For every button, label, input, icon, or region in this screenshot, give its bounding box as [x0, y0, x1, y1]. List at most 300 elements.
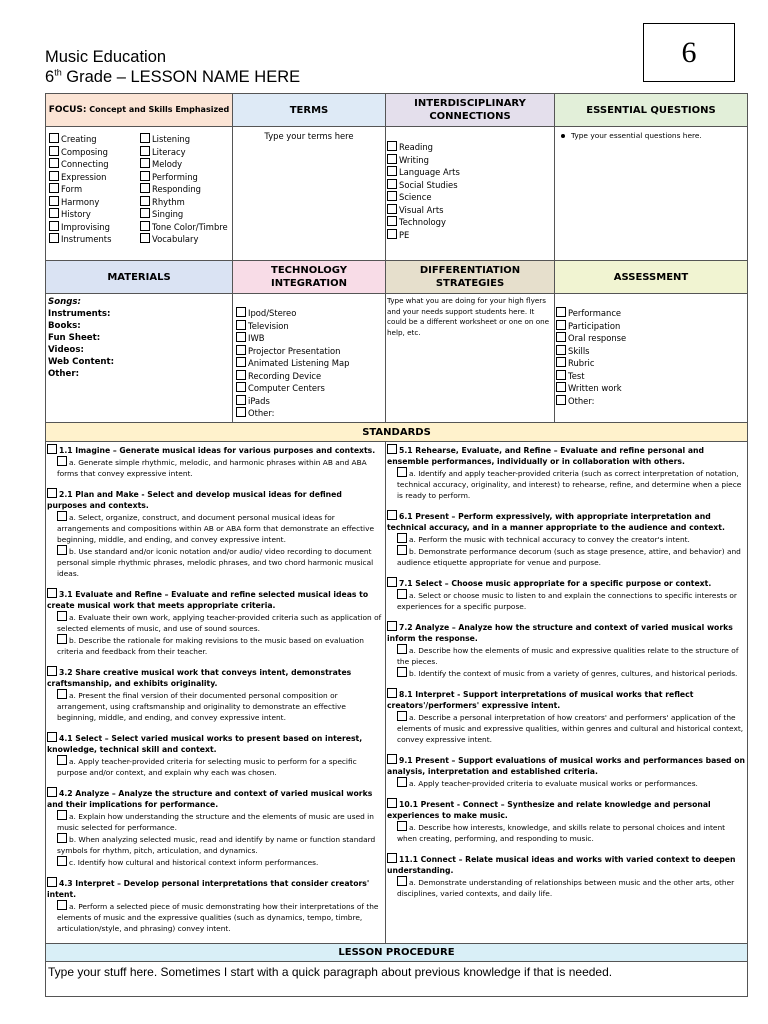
standard-title — [47, 787, 383, 810]
technology-item[interactable] — [236, 407, 383, 420]
focus-label: Creating — [61, 134, 97, 144]
checkbox[interactable] — [556, 332, 566, 342]
standard-block — [47, 877, 383, 934]
standard-block — [47, 444, 383, 479]
focus-cell — [46, 127, 233, 261]
assessment-label: Performance — [568, 308, 622, 318]
technology-label: IWB — [248, 333, 265, 343]
checkbox[interactable] — [387, 798, 397, 808]
focus-item[interactable] — [140, 221, 230, 234]
standard-block — [47, 588, 383, 657]
standard-block — [387, 798, 745, 844]
standard-block — [387, 577, 745, 612]
focus-label: Improvising — [61, 221, 110, 232]
checkbox[interactable] — [47, 787, 57, 797]
checkbox[interactable] — [47, 666, 57, 676]
grade-box: 6 — [643, 23, 735, 82]
standards-header: STANDARDS — [46, 423, 748, 442]
materials-label: Songs: — [48, 297, 81, 307]
checkbox[interactable] — [47, 444, 57, 454]
checkbox[interactable] — [556, 382, 566, 392]
standard-sub-item — [47, 856, 383, 868]
checkbox[interactable] — [49, 196, 59, 206]
standard-sub-item — [47, 689, 383, 723]
standard-sub-item — [47, 900, 383, 934]
materials-label: Videos: — [48, 345, 84, 355]
standard-title — [387, 444, 745, 467]
standard-title-text: 11.1 Connect – Relate musical ideas and works with varied context to deepen understanding. — [387, 855, 736, 875]
checkbox[interactable] — [387, 853, 397, 863]
interdisciplinary-label: Technology — [399, 217, 446, 227]
standard-sub-text: a. Describe how interests, knowledge, and skills relate to personal choices and intent when creating, performing, and responding to music. — [397, 823, 726, 843]
standard-sub-text: a. Perform the music with technical accuracy to convey the creator's intent. — [409, 535, 690, 544]
checkbox[interactable] — [49, 146, 59, 156]
checkbox[interactable] — [57, 456, 67, 466]
standards-left-cell — [46, 442, 386, 944]
grade-number: 6 — [45, 68, 55, 86]
checkbox[interactable] — [236, 357, 246, 367]
essential-questions-placeholder[interactable]: Type your essential questions here. — [571, 131, 702, 140]
standard-sub-text: a. Select, organize, construct, and document personal musical ideas for arrangements and compositions within AB or ABA form that demonstrate an effective beginning, middle, and ending, and convey expressive intent. — [57, 513, 375, 544]
standard-title — [387, 853, 745, 876]
checkbox[interactable] — [556, 370, 566, 380]
checkbox[interactable] — [556, 357, 566, 367]
interdisciplinary-item[interactable] — [387, 191, 553, 204]
standard-title — [387, 798, 745, 821]
technology-item[interactable] — [236, 370, 383, 383]
checkbox[interactable] — [397, 876, 407, 886]
technology-item[interactable] — [236, 395, 383, 408]
standard-sub-item — [47, 511, 383, 545]
focus-item[interactable] — [140, 171, 230, 184]
assessment-label: Test — [568, 370, 585, 381]
standard-title-text: 3.2 Share creative musical work that conveys intent, demonstrates craftsmanship, and exhibits originality. — [47, 668, 352, 688]
standard-title — [47, 488, 383, 511]
interdisciplinary-label: Visual Arts — [399, 204, 444, 215]
standard-sub-text: a. Describe how the elements of music and expressive qualities relate to the structure of the pieces. — [397, 646, 739, 666]
terms-placeholder[interactable]: Type your terms here — [264, 131, 354, 141]
materials-list — [48, 296, 230, 380]
assessment-label: Written work — [568, 383, 622, 393]
checkbox[interactable] — [387, 444, 397, 454]
focus-label: Connecting — [61, 159, 109, 169]
checkbox[interactable] — [49, 208, 59, 218]
checkbox[interactable] — [57, 511, 67, 521]
standard-title-text: 10.1 Present - Connect – Synthesize and relate knowledge and personal experiences to make music. — [387, 800, 711, 820]
interdisciplinary-item[interactable] — [387, 154, 553, 167]
standard-sub-text: b. When analyzing selected music, read and identify by name or function standard symbols for rhythm, pitch, articulation, and dynamics. — [57, 835, 376, 855]
interdisciplinary-item[interactable] — [387, 229, 553, 242]
checkbox[interactable] — [236, 370, 246, 380]
assessment-item[interactable] — [556, 345, 746, 358]
standard-sub-text: a. Present the final version of their documented personal composition or arrangement, using craftsmanship and originality to demonstrate an effective beginning, middle, and ending, and convey expressive intent. — [57, 691, 346, 722]
standard-sub-item — [387, 777, 745, 789]
standards-right-cell — [386, 442, 748, 944]
subject-label: Music Education — [45, 48, 167, 66]
standard-title-text: 6.1 Present – Perform expressively, with appropriate interpretation and technical accuracy, and in a manner appropriate to the audience and context. — [387, 512, 725, 532]
focus-label: Form — [61, 184, 83, 194]
technology-checklist — [236, 307, 383, 420]
assessment-item[interactable] — [556, 320, 746, 333]
interdisciplinary-item[interactable] — [387, 179, 553, 192]
checkbox[interactable] — [236, 382, 246, 392]
grade-lesson-label — [45, 67, 300, 87]
standard-title-text: 2.1 Plan and Make - Select and develop musical ideas for defined purposes and contexts. — [47, 490, 342, 510]
standard-sub-text: a. Apply teacher-provided criteria for selecting music to perform for a specific purpose and/or context, and explain why each was chosen. — [57, 757, 357, 777]
lesson-procedure-cell[interactable] — [46, 962, 748, 997]
focus-label: Literacy — [152, 146, 186, 157]
checkbox[interactable] — [556, 395, 566, 405]
focus-item[interactable] — [49, 158, 139, 171]
checkbox[interactable] — [387, 621, 397, 631]
standard-sub-item — [387, 467, 745, 501]
document-title — [45, 47, 300, 87]
checkbox[interactable] — [57, 833, 67, 843]
standard-title-text: 1.1 Imagine – Generate musical ideas for various purposes and contexts. — [59, 446, 376, 455]
checkbox[interactable] — [47, 877, 57, 887]
lesson-plan-table — [45, 93, 748, 997]
interdisciplinary-header: INTERDISCIPLINARY CONNECTIONS — [386, 94, 555, 127]
focus-item[interactable] — [140, 183, 230, 196]
interdisciplinary-cell — [386, 127, 555, 261]
standard-title-text: 4.3 Interpret – Develop personal interpretations that consider creators' intent. — [47, 879, 370, 899]
focus-header-prefix: FOCUS: — [48, 105, 87, 115]
standard-sub-item — [47, 611, 383, 634]
standard-sub-item — [387, 533, 745, 545]
interdisciplinary-item[interactable] — [387, 216, 553, 229]
focus-item[interactable] — [49, 183, 139, 196]
technology-item[interactable] — [236, 382, 383, 395]
differentiation-header: DIFFERENTIATION STRATEGIES — [386, 261, 555, 294]
standard-sub-text: a. Apply teacher-provided criteria to evaluate musical works or performances. — [409, 779, 698, 788]
checkbox[interactable] — [57, 856, 67, 866]
differentiation-placeholder[interactable]: Type what you are doing for your high flyers and your needs support students here. It could be a different worksheet or one on one help, etc. — [387, 296, 550, 337]
checkbox[interactable] — [140, 158, 150, 168]
focus-item[interactable] — [49, 221, 139, 234]
checkbox[interactable] — [387, 754, 397, 764]
standard-sub-item — [47, 456, 383, 479]
checkbox[interactable] — [556, 345, 566, 355]
checkbox[interactable] — [236, 332, 246, 342]
focus-label: Singing — [152, 209, 184, 219]
assessment-label: Participation — [568, 320, 621, 331]
checkbox[interactable] — [397, 777, 407, 787]
standard-title — [47, 588, 383, 611]
materials-label: Other: — [48, 369, 80, 379]
checkbox[interactable] — [397, 711, 407, 721]
assessment-item[interactable] — [556, 370, 746, 383]
checkbox[interactable] — [47, 488, 57, 498]
checkbox[interactable] — [140, 146, 150, 156]
checkbox[interactable] — [49, 133, 59, 143]
standard-sub-text: b. Identify the context of music from a variety of genres, cultures, and historical periods. — [409, 669, 738, 678]
technology-label: Television — [248, 320, 289, 331]
differentiation-cell[interactable] — [386, 294, 555, 423]
checkbox[interactable] — [556, 320, 566, 330]
grade-suffix: th — [54, 67, 62, 78]
standard-sub-text: b. Use standard and/or iconic notation and/or audio/ video recording to document personal simple rhythmic phrases, melodic phrases, and two chord harmonic musical ideas. — [57, 547, 374, 578]
lesson-name[interactable]: Grade – LESSON NAME HERE — [61, 68, 301, 86]
technology-item[interactable] — [236, 332, 383, 345]
focus-label: Performing — [152, 171, 198, 182]
materials-cell[interactable] — [46, 294, 233, 423]
checkbox[interactable] — [236, 407, 246, 417]
standard-sub-text: b. Describe the rationale for making revisions to the music based on evaluation criteria and feedback from their teacher. — [57, 636, 364, 656]
standard-title-text: 3.1 Evaluate and Refine – Evaluate and refine selected musical ideas to create musical work that meets appropriate criteria. — [47, 590, 369, 610]
standard-sub-item — [47, 810, 383, 833]
focus-header — [46, 94, 233, 127]
standard-block — [387, 754, 745, 789]
assessment-item[interactable] — [556, 357, 746, 370]
standard-sub-item — [387, 644, 745, 667]
standard-title-text: 7.1 Select – Choose music appropriate for a specific purpose or context. — [399, 579, 712, 588]
checkbox[interactable] — [387, 154, 397, 164]
checkbox[interactable] — [236, 307, 246, 317]
assessment-label: Skills — [568, 345, 590, 356]
standard-sub-item — [387, 667, 745, 679]
focus-label: Rhythm — [152, 196, 185, 207]
technology-header: TECHNOLOGY INTEGRATION — [233, 261, 386, 294]
technology-label: Other: — [248, 408, 275, 418]
checkbox[interactable] — [556, 307, 566, 317]
standard-sub-text: a. Perform a selected piece of music demonstrating how their interpretations of the elements of music and the expressive qualities (such as dynamics, tempo, timbre, articulation/style, and phrasing) convey intent. — [57, 902, 379, 933]
standard-sub-text: a. Demonstrate understanding of relationships between music and the other arts, other disciplines, varied contexts, and daily life. — [397, 878, 735, 898]
checkbox[interactable] — [397, 667, 407, 677]
standard-sub-text: a. Explain how understanding the structure and the elements of music are used in music selected for performance. — [57, 812, 374, 832]
checkbox[interactable] — [397, 533, 407, 543]
checkbox[interactable] — [236, 320, 246, 330]
standard-block — [387, 688, 745, 745]
assessment-label: Oral response — [568, 333, 627, 343]
technology-item[interactable] — [236, 307, 383, 320]
technology-cell — [233, 294, 386, 423]
focus-item[interactable] — [49, 196, 139, 209]
checkbox[interactable] — [140, 196, 150, 206]
standard-sub-item — [47, 755, 383, 778]
materials-label: Fun Sheet: — [48, 333, 101, 343]
standard-sub-text: a. Generate simple rhythmic, melodic, and harmonic phrases within AB and ABA forms that convey expressive intent. — [57, 458, 367, 478]
checkbox[interactable] — [57, 900, 67, 910]
interdisciplinary-label: Language Arts — [399, 167, 460, 177]
interdisciplinary-label: Writing — [399, 154, 429, 165]
assessment-item[interactable] — [556, 332, 746, 345]
standard-sub-item — [387, 821, 745, 844]
technology-label: iPads — [248, 395, 270, 406]
standard-sub-text: a. Evaluate their own work, applying teacher-provided criteria such as application of selected elements of music, and use of sound sources. — [57, 613, 382, 633]
focus-label: Instruments — [61, 234, 112, 244]
standard-sub-text: a. Select or choose music to listen to and explain the connections to specific interests or experiences for a specific purpose. — [397, 591, 737, 611]
checkbox[interactable] — [387, 510, 397, 520]
standard-sub-item — [47, 833, 383, 856]
checkbox[interactable] — [387, 141, 397, 151]
standard-sub-item — [387, 545, 745, 568]
assessment-label: Other: — [568, 395, 595, 406]
technology-label: Ipod/Stereo — [248, 308, 297, 318]
interdisciplinary-item[interactable] — [387, 141, 553, 154]
standard-title-text: 9.1 Present – Support evaluations of musical works and performances based on analysis, interpretation and established criteria. — [387, 756, 745, 776]
focus-item[interactable] — [49, 208, 139, 221]
technology-item[interactable] — [236, 357, 383, 370]
checkbox[interactable] — [236, 345, 246, 355]
checkbox[interactable] — [397, 545, 407, 555]
standard-block — [387, 510, 745, 568]
technology-label: Computer Centers — [248, 383, 325, 393]
checkbox[interactable] — [397, 467, 407, 477]
standard-sub-item — [47, 634, 383, 657]
technology-label: Recording Device — [248, 370, 322, 381]
checkbox[interactable] — [397, 589, 407, 599]
focus-item[interactable] — [49, 146, 139, 159]
checkbox[interactable] — [49, 233, 59, 243]
standard-sub-item — [387, 876, 745, 899]
interdisciplinary-label: Social Studies — [399, 179, 458, 190]
materials-header: MATERIALS — [46, 261, 233, 294]
focus-label: History — [61, 209, 91, 219]
checkbox[interactable] — [49, 183, 59, 193]
checkbox[interactable] — [387, 179, 397, 189]
standard-sub-text: c. Identify how cultural and historical context inform performances. — [69, 858, 319, 867]
checkbox[interactable] — [49, 158, 59, 168]
interdisciplinary-item[interactable] — [387, 166, 553, 179]
focus-item[interactable] — [140, 233, 230, 246]
standard-title-text: 4.2 Analyze – Analyze the structure and context of varied musical works and their implications for performance. — [47, 789, 373, 809]
standard-block — [47, 732, 383, 778]
focus-item[interactable] — [140, 208, 230, 221]
checkbox[interactable] — [397, 821, 407, 831]
standard-sub-text: b. Demonstrate performance decorum (such as stage presence, attire, and behavior) and audience etiquette appropriate for venue and purpose. — [397, 547, 741, 567]
interdisciplinary-checklist — [387, 141, 553, 241]
assessment-item[interactable] — [556, 395, 746, 408]
focus-item[interactable] — [140, 146, 230, 159]
technology-item[interactable] — [236, 320, 383, 333]
focus-checklist — [46, 127, 232, 246]
standard-block — [47, 787, 383, 868]
assessment-header: ASSESSMENT — [555, 261, 748, 294]
materials-label: Books: — [48, 321, 81, 331]
checkbox[interactable] — [140, 171, 150, 181]
standard-block — [387, 621, 745, 679]
standard-title — [387, 621, 745, 644]
checkbox[interactable] — [387, 216, 397, 226]
standards-left-list — [47, 444, 383, 934]
materials-label: Instruments: — [48, 309, 111, 319]
focus-item[interactable] — [140, 158, 230, 171]
focus-item[interactable] — [140, 133, 230, 146]
standard-sub-text: a. Identify and apply teacher-provided criteria (such as correct interpretation of notation, technical accuracy, originality, and interest) to rehearse, refine, and determine when a piece is ready to perform. — [397, 469, 742, 500]
checkbox[interactable] — [140, 233, 150, 243]
focus-item[interactable] — [49, 133, 139, 146]
interdisciplinary-label: Reading — [399, 142, 433, 152]
standard-sub-item — [387, 711, 745, 745]
standard-title — [47, 877, 383, 900]
technology-item[interactable] — [236, 345, 383, 358]
technology-label: Projector Presentation — [248, 345, 341, 356]
focus-label: Melody — [152, 159, 183, 169]
checkbox[interactable] — [57, 545, 67, 555]
standard-block — [387, 853, 745, 899]
materials-label: Web Content: — [48, 357, 115, 367]
bullet-icon — [561, 134, 565, 138]
checkbox[interactable] — [47, 588, 57, 598]
focus-label: Responding — [152, 184, 201, 194]
interdisciplinary-item[interactable] — [387, 204, 553, 217]
standard-block — [47, 488, 383, 579]
lesson-procedure-header: LESSON PROCEDURE — [46, 944, 748, 962]
assessment-item[interactable] — [556, 382, 746, 395]
standard-block — [387, 444, 745, 501]
checkbox[interactable] — [140, 183, 150, 193]
standard-block — [47, 666, 383, 723]
checkbox[interactable] — [397, 644, 407, 654]
standard-sub-text: a. Describe a personal interpretation of how creators' and performers' application of the elements of music and expressive qualities, within genres and cultural and historical context, convey expressive intent. — [397, 713, 744, 744]
checkbox[interactable] — [140, 208, 150, 218]
assessment-checklist — [556, 307, 746, 407]
standard-sub-item — [387, 589, 745, 612]
focus-label: Expression — [61, 171, 107, 182]
checkbox[interactable] — [387, 166, 397, 176]
checkbox[interactable] — [387, 191, 397, 201]
standard-title — [387, 688, 745, 711]
checkbox[interactable] — [387, 577, 397, 587]
checkbox[interactable] — [57, 810, 67, 820]
checkbox[interactable] — [236, 395, 246, 405]
focus-label: Listening — [152, 134, 191, 144]
standard-title-text: 5.1 Rehearse, Evaluate, and Refine – Evaluate and refine personal and ensemble performances, individually or in collaboration with others. — [387, 446, 704, 466]
interdisciplinary-label: PE — [399, 229, 410, 240]
focus-item[interactable] — [49, 233, 139, 246]
standard-title — [387, 577, 745, 589]
focus-label: Tone Color/Timbre — [152, 221, 228, 232]
checkbox[interactable] — [49, 171, 59, 181]
checkbox[interactable] — [47, 732, 57, 742]
technology-label: Animated Listening Map — [248, 358, 350, 368]
focus-label: Vocabulary — [152, 234, 199, 244]
checkbox[interactable] — [57, 689, 67, 699]
focus-list-col1 — [48, 133, 139, 246]
checkbox[interactable] — [49, 221, 59, 231]
focus-item[interactable] — [49, 171, 139, 184]
assessment-label: Rubric — [568, 358, 595, 368]
terms-cell[interactable] — [233, 127, 386, 261]
terms-header: TERMS — [233, 94, 386, 127]
checkbox[interactable] — [57, 755, 67, 765]
focus-list-col2 — [139, 133, 230, 246]
standard-title — [387, 510, 745, 533]
lesson-procedure-body[interactable]: Type your stuff here. Sometimes I start with a quick paragraph about previous knowledge if that is needed. — [48, 965, 613, 979]
standard-title-text: 4.1 Select – Select varied musical works to present based on interest, knowledge, technical skill and context. — [47, 734, 363, 754]
assessment-item[interactable] — [556, 307, 746, 320]
checkbox[interactable] — [140, 133, 150, 143]
standard-title — [387, 754, 745, 777]
checkbox[interactable] — [387, 688, 397, 698]
checkbox[interactable] — [57, 611, 67, 621]
focus-item[interactable] — [140, 196, 230, 209]
standard-title-text: 8.1 Interpret - Support interpretations of musical works that reflect creators'/performers' expressive intent. — [387, 690, 694, 710]
standards-right-list — [387, 444, 745, 899]
standard-title — [47, 666, 383, 689]
standard-title — [47, 444, 383, 456]
checkbox[interactable] — [140, 221, 150, 231]
checkbox[interactable] — [387, 204, 397, 214]
checkbox[interactable] — [387, 229, 397, 239]
focus-label: Harmony — [61, 196, 100, 207]
standard-title — [47, 732, 383, 755]
focus-label: Composing — [61, 146, 108, 157]
essential-questions-header: ESSENTIAL QUESTIONS — [555, 94, 748, 127]
checkbox[interactable] — [57, 634, 67, 644]
essential-questions-cell[interactable] — [555, 127, 748, 261]
focus-header-rest: Concept and Skills Emphasized — [86, 105, 230, 114]
